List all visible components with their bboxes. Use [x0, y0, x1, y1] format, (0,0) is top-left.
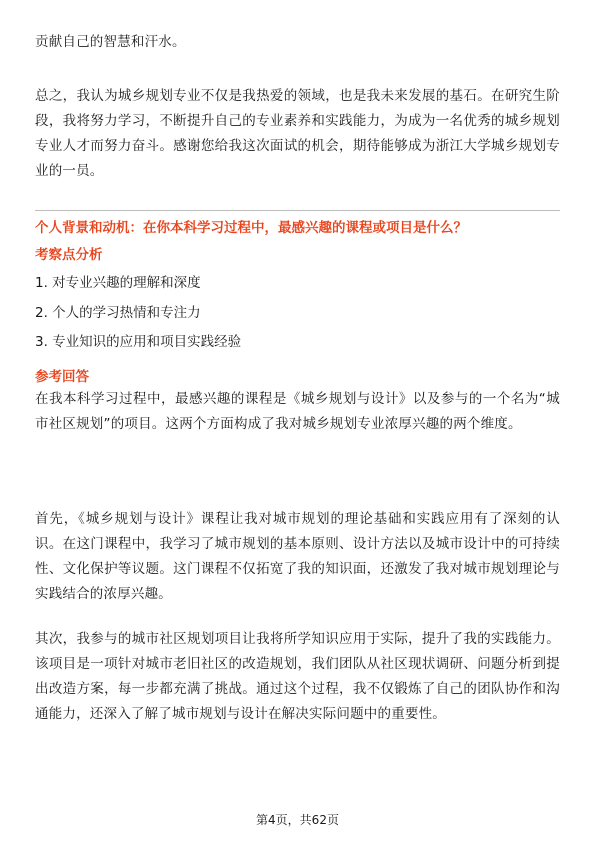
- intro-tail-paragraph: 贡献自己的智慧和汗水。: [35, 34, 186, 50]
- analysis-point: 2. 个人的学习热情和专注力: [35, 305, 201, 321]
- answer-paragraph: 首先，《城乡规划与设计》课程让我对城市规划的理论基础和实践应用有了深刻的认识。在这门课程中，我学习了城市规划的基本原则、设计方法以及城市设计中的可持续性、文化保护等议题。这门课程不仅拓宽了我的知识面，还激发了我对城市规划理论与实践结合的浓厚兴趣。: [35, 511, 560, 602]
- section-divider: [35, 210, 560, 211]
- analysis-heading: 考察点分析: [35, 247, 103, 263]
- page-number-footer: 第4页，共62页: [256, 813, 339, 827]
- analysis-point: 3. 专业知识的应用和项目实践经验: [35, 334, 242, 350]
- answer-paragraph: 在我本科学习过程中，最感兴趣的课程是《城乡规划与设计》以及参与的一个名为“城市社区规划”的项目。这两个方面构成了我对城乡规划专业浓厚兴趣的两个维度。: [35, 391, 560, 432]
- interview-question: 个人背景和动机：在你本科学习过程中，最感兴趣的课程或项目是什么？: [35, 220, 467, 236]
- conclusion-paragraph: 总之，我认为城乡规划专业不仅是我热爱的领域，也是我未来发展的基石。在研究生阶段，我将努力学习，不断提升自己的专业素养和实践能力，为成为一名优秀的城乡规划专业人才而努力奋斗。感谢您给我这次面试的机会，期待能够成为浙江大学城乡规划专业的一员。: [35, 88, 560, 179]
- answer-paragraph: 其次，我参与的城市社区规划项目让我将所学知识应用于实际，提升了我的实践能力。该项目是一项针对城市老旧社区的改造规划，我们团队从社区现状调研、问题分析到提出改造方案，每一步都充满了挑战。通过这个过程，我不仅锻炼了自己的团队协作和沟通能力，还深入了解了城市规划与设计在解决实际问题中的重要性。: [35, 631, 560, 722]
- answer-heading: 参考回答: [35, 369, 89, 385]
- analysis-point: 1. 对专业兴趣的理解和深度: [35, 275, 201, 291]
